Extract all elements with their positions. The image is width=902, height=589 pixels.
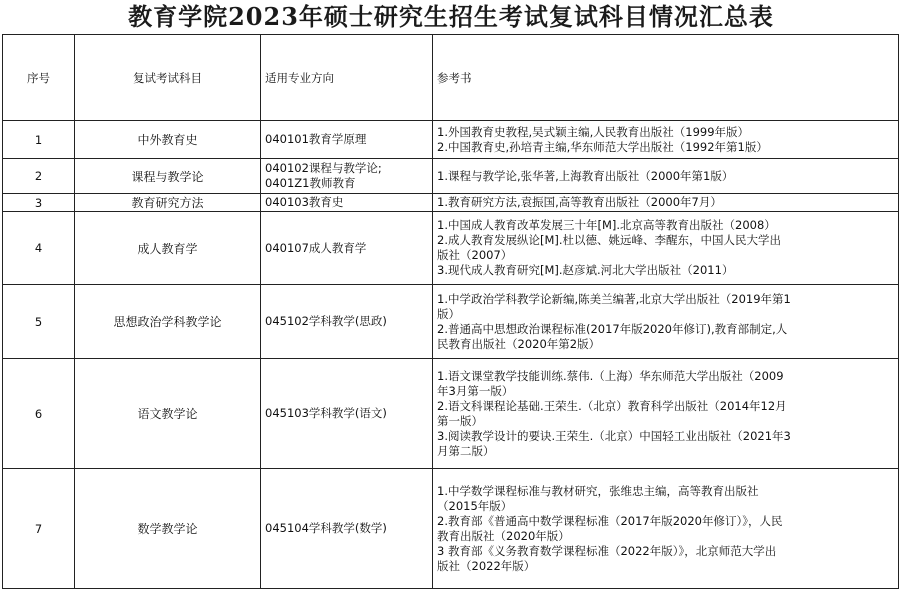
reference-line: 民教育出版社（2020年第2版） [437,336,601,351]
header-reference: 参考书 [433,35,899,121]
major-line: 045104学科教学(数学) [265,521,387,535]
reference-line: 1.中学政治学科教学论新编,陈美兰编著,北京大学出版社（2019年第1 [437,291,791,306]
reference-cell [433,469,899,589]
reference-line: 1.中学数学课程标准与教材研究，张维忠主编，高等教育出版社 [437,483,759,498]
major-line: 040103教育史 [265,195,344,209]
reference-cell [433,212,899,285]
row-number: 6 [3,359,75,469]
reference-line: 1.外国教育史教程,吴式颖主编,人民教育出版社（1999年版） [437,124,750,139]
reference-cell [433,359,899,469]
exam-subject: 课程与教学论 [75,159,261,194]
major-line: 045102学科教学(思政) [265,314,387,328]
major-cell [261,359,433,469]
reference-line: 版社（2007） [437,248,513,262]
table-row [3,121,899,159]
reference-line: 年3月第一版） [437,383,514,398]
major-line: 040101教育学原理 [265,132,367,146]
table-row [3,359,899,469]
reference-line: 3 教育部《义务教育数学课程标准（2022年版）》，北京师范大学出 [437,543,777,558]
major-cell [261,121,433,159]
exam-subject: 成人教育学 [75,212,261,285]
table-row [3,285,899,359]
reference-line: （2015年版） [437,498,513,513]
page-title: 教育学院2023年硕士研究生招生考试复试科目情况汇总表 [128,2,774,31]
major-line: 045103学科教学(语文) [265,406,387,420]
exam-subject: 数学教学论 [75,469,261,589]
major-cell [261,212,433,285]
header-no: 序号 [3,35,75,121]
row-number: 4 [3,212,75,285]
exam-subjects-table [2,34,899,589]
table-row [3,194,899,212]
exam-subject: 思想政治学科教学论 [75,285,261,359]
table-row [3,212,899,285]
reference-line: 教育出版社（2020年版） [437,528,570,543]
reference-cell [433,121,899,159]
table-row [3,159,899,194]
reference-cell [433,159,899,194]
reference-line: 版社（2022年版） [437,558,536,573]
major-line: 040102课程与教学论; [265,161,382,175]
reference-cell [433,194,899,212]
reference-line: 2.普通高中思想政治课程标准(2017年版2020年修订),教育部制定,人 [437,321,788,336]
row-number: 3 [3,194,75,212]
header-major: 适用专业方向 [261,35,433,121]
reference-line: 2.成人教育发展纵论[M].杜以德、姚远峰、李醒东，中国人民大学出 [437,233,782,247]
reference-line: 2.语文科课程论基础.王荣生.（北京）教育科学出版社（2014年12月 [437,398,787,413]
major-cell [261,285,433,359]
reference-line: 月第二版） [437,443,495,458]
reference-line: 2.中国教育史,孙培青主编,华东师范大学出版社（1992年第1版） [437,139,768,154]
reference-line: 版） [437,306,460,321]
major-cell [261,194,433,212]
row-number: 5 [3,285,75,359]
header-subject: 复试考试科目 [75,35,261,121]
reference-line: 3.阅读教学设计的要诀.王荣生.（北京）中国轻工业出版社（2021年3 [437,428,791,443]
table-header-row [3,35,899,121]
reference-line: 1.中国成人教育改革发展三十年[M].北京高等教育出版社（2008） [437,218,776,232]
exam-subject: 中外教育史 [75,121,261,159]
row-number: 2 [3,159,75,194]
major-cell [261,159,433,194]
major-line: 040107成人教育学 [265,240,367,255]
row-number: 1 [3,121,75,159]
reference-line: 1.教育研究方法,袁振国,高等教育出版社（2000年7月） [437,195,722,209]
reference-line: 1.课程与教学论,张华著,上海教育出版社（2000年第1版） [437,168,734,183]
reference-cell [433,285,899,359]
reference-line: 2.教育部《普通高中数学课程标准（2017年版2020年修订）》，人民 [437,513,783,528]
exam-subject: 教育研究方法 [75,194,261,212]
exam-subject: 语文教学论 [75,359,261,469]
reference-line: 第一版） [437,413,483,428]
table-row [3,469,899,589]
major-line: 0401Z1教师教育 [265,176,356,190]
reference-line: 3.现代成人教育研究[M].赵彦斌.河北大学出版社（2011） [437,263,734,277]
major-cell [261,469,433,589]
reference-line: 1.语文课堂教学技能训练.蔡伟.（上海）华东师范大学出版社（2009 [437,368,784,383]
row-number: 7 [3,469,75,589]
